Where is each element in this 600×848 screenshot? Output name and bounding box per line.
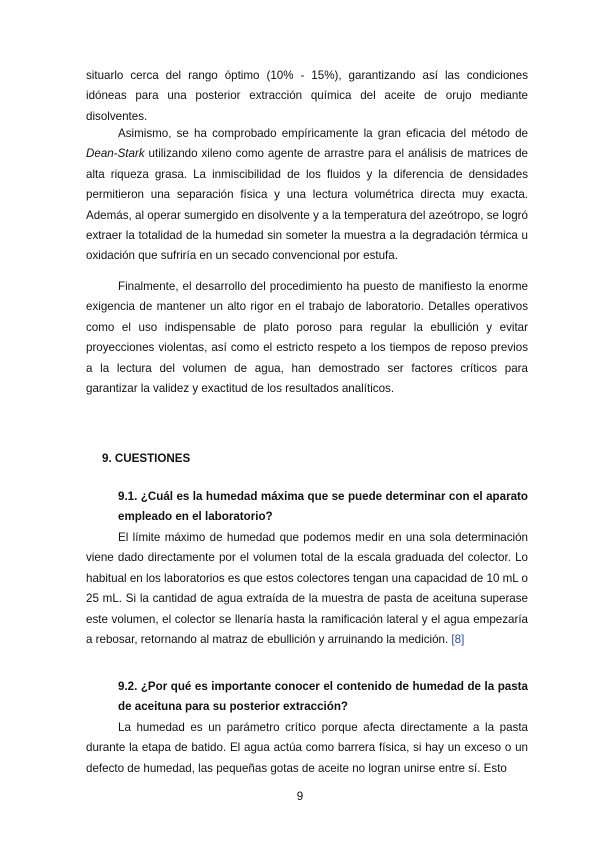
question-9-1-title: 9.1. ¿Cuál es la humedad máxima que se puede determinar con el aparato empleado en el laboratorio? — [118, 490, 528, 524]
paragraph-conclusion: Finalmente, el desarrollo del procedimiento ha puesto de manifiesto la enorme exigencia de mantener un alto rigor en el trabajo de laboratorio. Detalles operativos como el uso indispensable de plato poroso para regular la ebullición y evitar proyecciones violentas, así como el estricto respeto a los tiempos de reposo previos a la lectura del volumen de agua, han demostrado ser factores críticos para garantizar la validez y exactitud de los resultados analíticos. — [86, 280, 528, 396]
page-number: 9 — [296, 790, 304, 803]
section-heading-cuestiones: 9. CUESTIONES — [102, 452, 191, 465]
question-9-1-answer-text: El límite máximo de humedad que podemos medir en una sola determinación viene dado directamente por el volumen total de la escala graduada del colector. Lo habitual en los laboratorios es que estos colectores tengan una capacidad de 10 mL o 25 mL. Si la cantidad de agua extraída de la muestra de pasta de aceituna superase este volumen, el colector se llenaría hasta la ramificación lateral y el agua empezaría a rebosar, retornando al matraz de ebullición y arruinando la medición. — [86, 531, 528, 647]
question-9-1-answer — [86, 528, 528, 650]
paragraph-continuation: situarlo cerca del rango óptimo (10% - 15%), garantizando así las condiciones idóneas para una posterior extracción química del aceite de orujo mediante disolventes. — [86, 69, 528, 123]
question-9-2-title: 9.2. ¿Por qué es importante conocer el contenido de humedad de la pasta de aceituna para su posterior extracción? — [118, 680, 528, 714]
question-9-2-answer: La humedad es un parámetro crítico porque afecta directamente a la pasta durante la etapa de batido. El agua actúa como barrera física, si hay un exceso o un defecto de humedad, las pequeñas gotas de aceite no logran unirse entre sí. Esto — [86, 721, 528, 775]
paragraph-dean-stark — [86, 124, 528, 267]
dean-stark-term: Dean-Stark — [86, 147, 145, 161]
paragraph-dean-stark-start: Asimismo, se ha comprobado empíricamente la gran eficacia del método de — [118, 127, 528, 140]
citation-link[interactable]: [8] — [451, 633, 465, 647]
paragraph-dean-stark-end: utilizando xileno como agente de arrastre para el análisis de matrices de alta riqueza grasa. La inmiscibilidad de los fluidos y la diferencia de densidades permitieron una separación física y una lectura volumétrica directa muy exacta. Además, al operar sumergido en disolvente y a la temperatura del azeótropo, se logró extraer la totalidad de la humedad sin someter la muestra a la degradación térmica u oxidación que sufriría en un secado convencional por estufa. — [86, 147, 528, 263]
